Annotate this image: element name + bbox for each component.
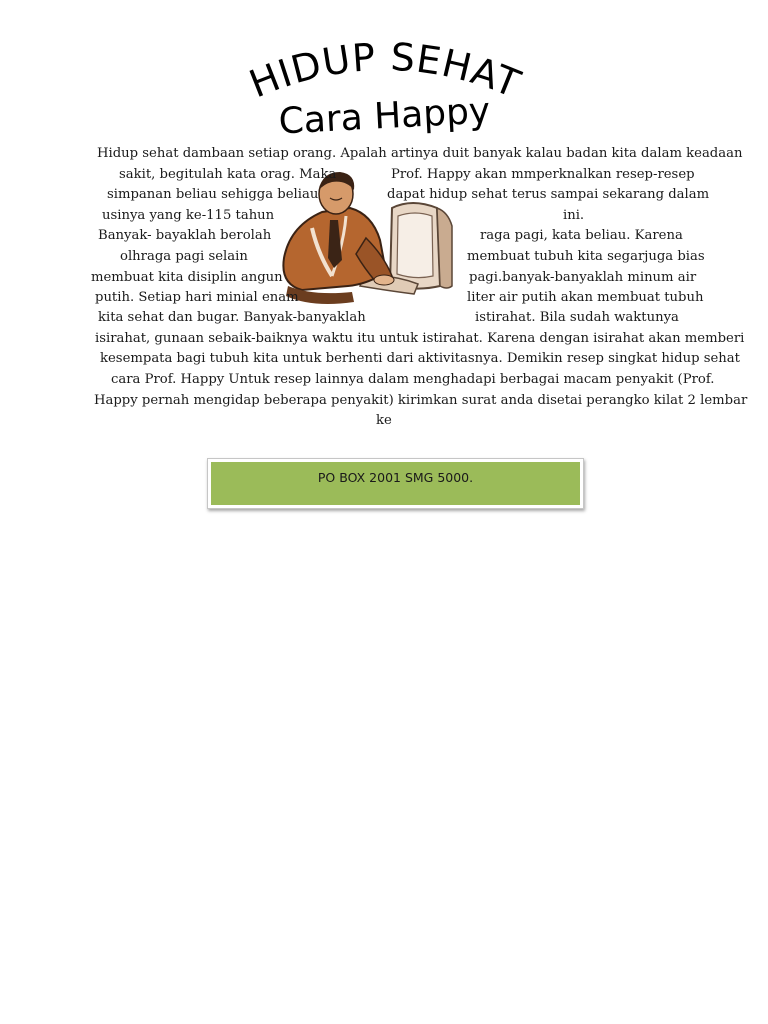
body-line-10: isirahat, gunaan sebaik-baiknya waktu itu untuk istirahat. Karena dengan isirahat akan memberi xyxy=(95,331,745,346)
body-line-5-right: raga pagi, kata beliau. Karena xyxy=(480,228,683,243)
pobox-banner xyxy=(207,458,584,509)
body-line-3-right: dapat hidup sehat terus sampai sekarang dalam xyxy=(387,187,710,202)
body-line-7-right: pagi.banyak-banyaklah minum air xyxy=(469,270,697,285)
body-line-1: Hidup sehat dambaan setiap orang. Apalah artinya duit banyak kalau badan kita dalam keadaan xyxy=(97,146,743,161)
body-line-7-left: membuat kita disiplin angun xyxy=(91,270,283,285)
body-line-3-left: simpanan beliau sehigga beliau xyxy=(107,187,319,202)
body-line-6-right: membuat tubuh kita segarjuga bias xyxy=(467,249,705,264)
page-title xyxy=(230,40,540,150)
body-line-12: cara Prof. Happy Untuk resep lainnya dalam menghadapi berbagai macam penyakit (Prof. xyxy=(111,372,715,387)
title-line1: HIDUP SEHAT xyxy=(243,40,527,107)
body-line-2-right: Prof. Happy akan mmperknalkan resep-resep xyxy=(391,167,695,182)
body-line-2-left: sakit, begitulah kata orag. Maka xyxy=(119,167,337,182)
body-line-11: kesempata bagi tubuh kita untuk berhenti dari aktivitasnya. Demikin resep singkat hidup sehat xyxy=(100,351,740,366)
title-line2: Cara Happy xyxy=(277,90,492,143)
pobox-fill xyxy=(211,462,580,505)
body-line-8-right: liter air putih akan membuat tubuh xyxy=(467,290,704,305)
body-line-4-right: ini. xyxy=(563,208,585,223)
body-line-6-left: olhraga pagi selain xyxy=(120,249,248,264)
pobox-text: PO BOX 2001 SMG 5000. xyxy=(317,470,474,485)
body-line-13: Happy pernah mengidap beberapa penyakit) kirimkan surat anda disetai perangko kilat 2 lembar xyxy=(94,393,748,408)
body-line-14: ke xyxy=(376,413,392,428)
body-line-9-left: kita sehat dan bugar. Banyak-banyaklah xyxy=(98,310,366,325)
body-line-4-left: usinya yang ke-115 tahun xyxy=(102,208,275,223)
body-line-5-left: Banyak- bayaklah berolah xyxy=(98,228,272,243)
body-line-9-right: istirahat. Bila sudah waktunya xyxy=(475,310,679,325)
body-line-8-left: putih. Setiap hari minial enam xyxy=(95,290,299,305)
